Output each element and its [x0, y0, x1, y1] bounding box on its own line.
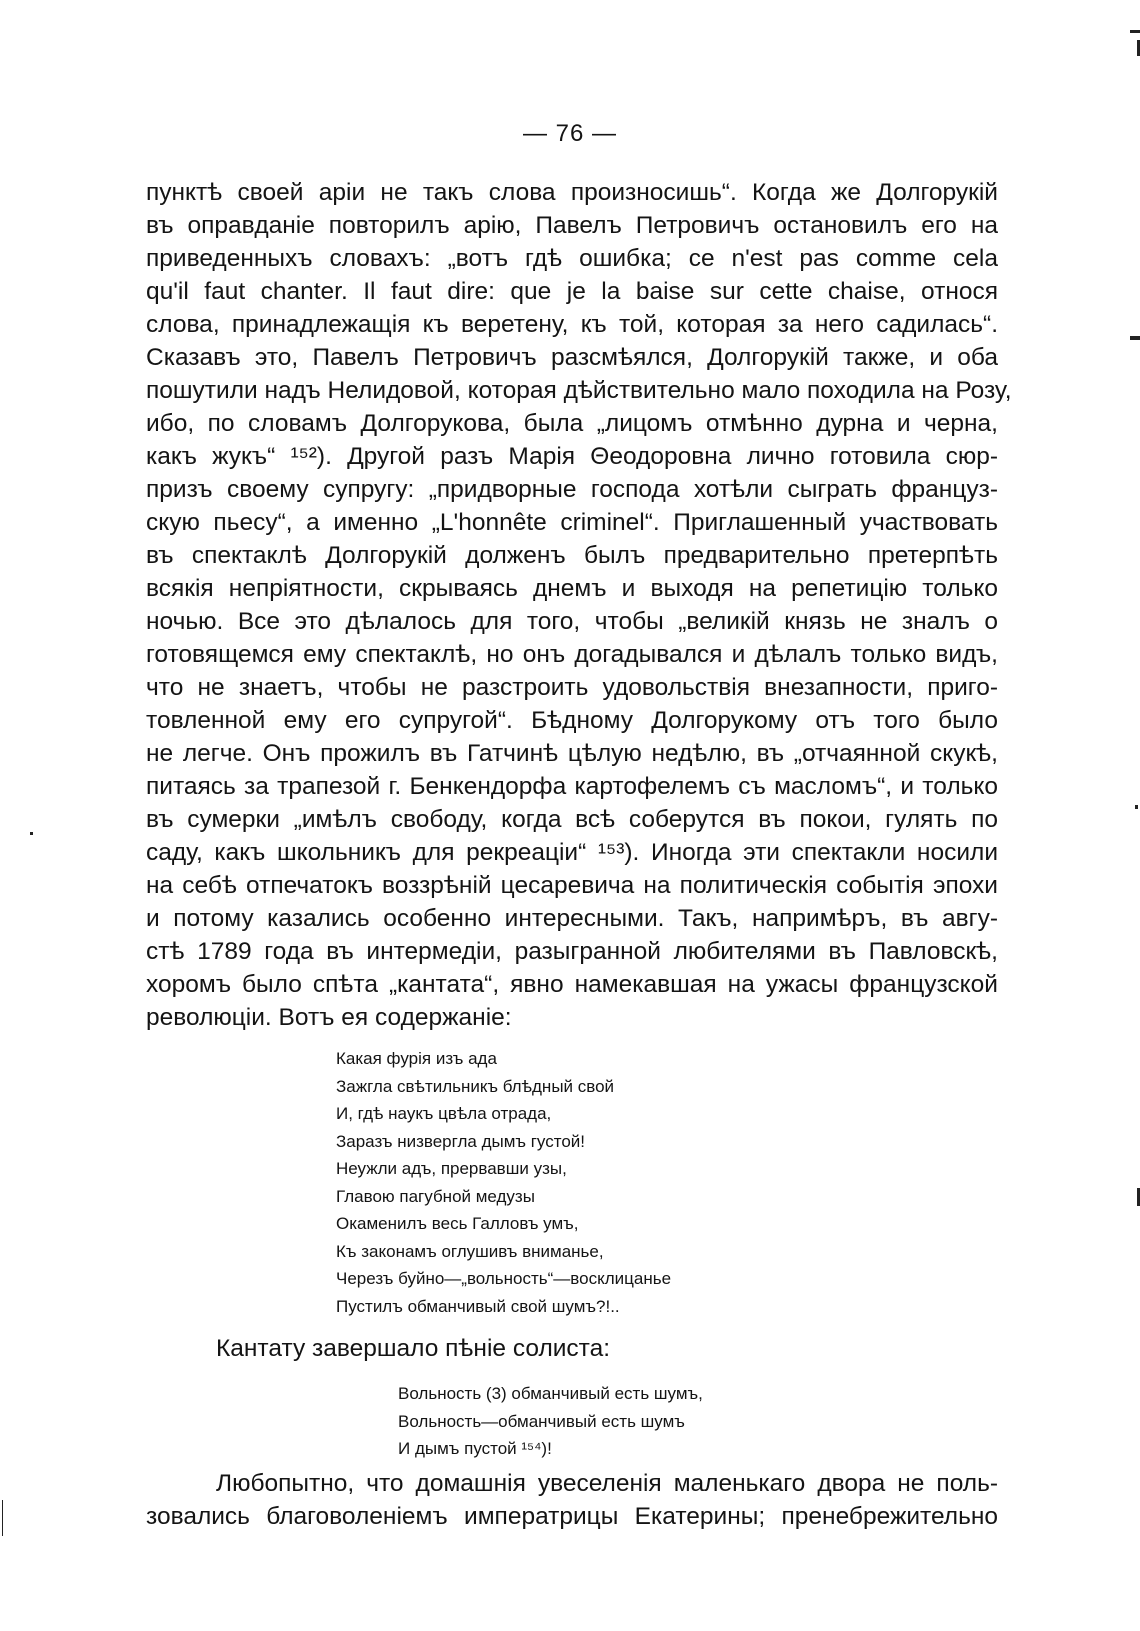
text-line: ночью. Все это дѣлалось для того, чтобы „великій князь не зналъ о [146, 608, 998, 635]
text-line: товленной ему его супругой“. Бѣдному Долгорукому отъ того было [146, 707, 998, 734]
text-line: скую пьесу“, а именно „L'honnête criminel“. Приглашенный участвовать [146, 509, 998, 536]
page-number: — 76 — [522, 120, 618, 147]
text-line: въ спектаклѣ Долгорукій долженъ былъ предварительно претерпѣть [146, 542, 998, 569]
text-line: революціи. Вотъ ея содержаніе: [146, 1004, 512, 1031]
solo-verse [398, 1380, 703, 1463]
text-line: на себѣ отпечатокъ воззрѣній цесаревича на политическія событія эпохи [146, 872, 998, 899]
main-paragraph [146, 176, 1012, 1034]
text-line: Сказавъ это, Павелъ Петровичъ разсмѣялся, Долгорукій также, и оба [146, 344, 998, 371]
text-line: готовящемся ему спектаклѣ, но онъ догадывался и дѣлалъ только видъ, [146, 641, 998, 668]
closing-paragraph [146, 1467, 998, 1533]
text-line: не легче. Онъ прожилъ въ Гатчинѣ цѣлую недѣлю, въ „отчаянной скукѣ, [146, 740, 998, 767]
text-line: питаясь за трапезой г. Бенкендорфа картофелемъ съ масломъ“, и только [146, 773, 998, 800]
scan-mark [1130, 336, 1140, 340]
verse-line: И, гдѣ наукъ цвѣла отрада, [336, 1104, 552, 1123]
solo-line: Вольность—обманчивый есть шумъ [398, 1411, 685, 1431]
verse-line: Заразъ низвергла дымъ густой! [336, 1131, 586, 1151]
cantata-verse [336, 1045, 671, 1320]
solo-line: Вольность (3) обманчивый есть шумъ, [398, 1384, 703, 1403]
text-line: стѣ 1789 года въ интермедіи, разыгранной любителями въ Павловскѣ, [146, 938, 998, 965]
text-line: ибо, по словамъ Долгорукова, была „лицомъ отмѣнно дурна и черна, [146, 410, 998, 437]
scan-mark [1130, 30, 1140, 33]
text-line: qu'il faut chanter. Il faut dire: que je la baise sur cette chaise, относя [146, 278, 998, 305]
verse-line: Пустилъ обманчивый свой шумъ?!.. [336, 1296, 620, 1316]
verse-line: Окаменилъ весь Галловъ умъ, [336, 1214, 579, 1233]
cantata-intro: Кантату завершало пѣніе солиста: [216, 1335, 611, 1362]
text-line: саду, какъ школьникъ для рекреаціи“ ¹⁵³). Иногда эти спектакли носили [146, 839, 998, 866]
text-line: въ оправданіе повторилъ арію, Павелъ Петровичъ остановилъ его на [146, 212, 998, 239]
verse-line: Главою пагубной медузы [336, 1186, 535, 1206]
text-line: Любопытно, что домашнія увеселенія маленькаго двора не поль- [216, 1470, 998, 1497]
scan-mark [1135, 805, 1138, 809]
text-line: что не знаетъ, чтобы не разстроить удовольствія внезапности, приго- [146, 674, 998, 701]
verse-line: Черезъ буйно—„вольность“—восклицанье [336, 1269, 672, 1288]
text-line: зовались благоволеніемъ императрицы Екатерины; пренебрежительно [146, 1503, 998, 1530]
scan-mark [30, 832, 33, 835]
verse-line: Зажгла свѣтильникъ блѣдный свой [336, 1076, 615, 1096]
text-line: слова, принадлежащія къ веретену, къ той, которая за него садилась“. [146, 311, 998, 338]
solo-line: И дымъ пустой ¹⁵⁴)! [398, 1439, 552, 1458]
verse-line: Какая фурія изъ ада [336, 1049, 497, 1068]
text-line: хоромъ было спѣта „кантата“, явно намекавшая на ужасы французской [146, 971, 998, 998]
text-line: приведенныхъ словахъ: „вотъ гдѣ ошибка; ce n'est pas comme cela [146, 245, 998, 272]
text-line: пошутили надъ Нелидовой, которая дѣйствительно мало походила на Розу, [146, 377, 1012, 404]
text-line: пунктѣ своей аріи не такъ слова произносишь“. Когда же Долгорукій [146, 179, 998, 206]
text-line: призъ своему супругу: „придворные господа хотѣли сыграть француз- [146, 476, 998, 503]
text-line: какъ жукъ“ ¹⁵²). Другой разъ Марія Θеодоровна лично готовила сюр- [146, 443, 998, 470]
text-line: всякія непріятности, скрываясь днемъ и выходя на репетицію только [146, 575, 998, 602]
text-line: въ сумерки „имѣлъ свободу, когда всѣ соберутся въ покои, гулять по [146, 806, 998, 833]
verse-line: Неужли адъ, прервавши узы, [336, 1159, 567, 1178]
verse-line: Къ законамъ оглушивъ вниманье, [336, 1241, 604, 1261]
text-line: и потому казались особенно интересными. Такъ, напримѣръ, въ авгу- [146, 905, 998, 932]
scan-mark [2, 1500, 3, 1536]
